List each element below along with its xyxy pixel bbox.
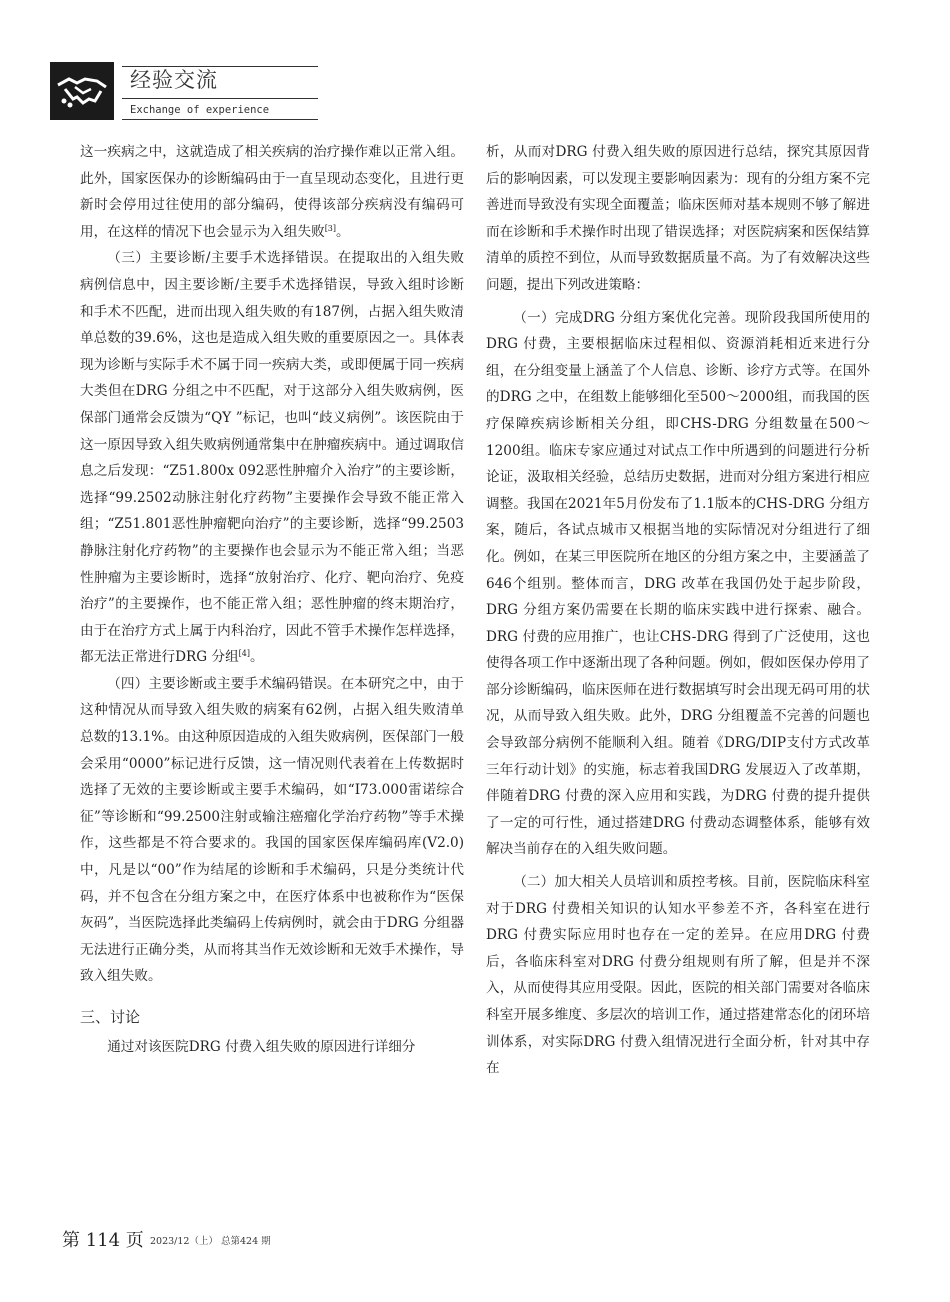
paragraph-section-3: （三）主要诊断/主要手术选择错误。在提取出的入组失败病例信息中，因主要诊断/主要手术选择错误，导致入组时诊断和手术不匹配，进而出现入组失败的有187例，占据入组失败清单总数的39.6%，这也是造成入组失败的重要原因之一。具体表现为诊断与实际手术不属于同一疾病大类，或即便属于同一疾病大类但在DRG 分组之中不匹配，对于这部分入组失败病例，医保部门通常会反馈为“QY ”标记，也叫“歧义病例”。该医院由于这一原因导致入组失败病例通常集中在肿瘤疾病中。通过调取信息之后发现：“Z51.800x 092恶性肿瘤介入治疗”的主要诊断，选择“99.2502动脉注射化疗药物”主要操作会导致不能正常入组；“Z51.801恶性肿瘤靶向治疗”的主要诊断，选择“99.2503静脉注射化疗药物”的主要操作也会显示为不能正常入组；当恶性肿瘤为主要诊断时，选择“放射治疗、化疗、靶向治疗、免疫治疗”的主要操作，也不能正常入组；恶性肿瘤的终末期治疗，由于在治疗方式上属于内科治疗，因此不管手术操作怎样选择，都无法正常进行DRG 分组[4]。	[80, 250, 464, 666]
citation-ref: [3]	[324, 223, 337, 233]
header-rule-middle	[122, 98, 318, 99]
page-footer	[62, 1226, 271, 1252]
section-heading-discussion: 三、讨论	[80, 1008, 141, 1026]
header-rule-bottom	[122, 119, 318, 120]
paragraph-strategy-2: （二）加大相关人员培训和质控考核。目前，医院临床科室对于DRG 付费相关知识的认知水平参差不齐，各科室在进行DRG 付费实际应用时也存在一定的差异。在应用DRG 付费后，各临床科室对DRG 付费分组规则有所了解，但是并不深入，从而使得其应用受限。因此，医院的相关部门需要对各临床科室开展多维度、多层次的培训工作，通过搭建常态化的闭环培训体系，对实际DRG 付费入组情况进行全面分析，针对其中存在	[486, 874, 870, 1077]
page-number: 第 114 页	[62, 1230, 144, 1251]
page-header	[50, 62, 280, 122]
section-header-title: 经验交流	[130, 68, 218, 92]
paragraph: 析，从而对DRG 付费入组失败的原因进行总结，探究其原因背后的影响因素，可以发现主要影响因素为：现有的分组方案不完善进而导致没有实现全面覆盖；临床医师对基本规则不够了解进而在诊断和手术操作时出现了错误选择；对医院病案和医保结算清单的质控不到位，从而导致数据质量不高。为了有效解决这些问题，提出下列改进策略：	[486, 144, 870, 293]
section-header-subtitle: Exchange of experience	[130, 104, 270, 116]
right-column	[486, 139, 870, 1082]
paragraph: 这一疾病之中，这就造成了相关疾病的治疗操作难以正常入组。此外，国家医保办的诊断编码由于一直呈现动态变化，且进行更新时会停用过往使用的部分编码，使得该部分疾病没有编码可用，在这样的情况下也会显示为入组失败[3]。	[80, 144, 464, 240]
paragraph-section-4: （四）主要诊断或主要手术编码错误。在本研究之中，由于这种情况从而导致入组失败的病案有62例，占据入组失败清单总数的13.1%。由这种原因造成的入组失败病例，医保部门一般会采用“0000”标记进行反馈，这一情况则代表着在上传数据时选择了无效的主要诊断或主要手术编码，如“I73.000雷诺综合征”等诊断和“99.2500注射或输注癌瘤化学治疗药物”等手术操作，这些都是不符合要求的。我国的国家医保库编码库(V2.0) 中，凡是以“00”作为结尾的诊断和手术编码，只是分类统计代码，并不包含在分组方案之中，在医疗体系中也被称作为“医保灰码”，当医院选择此类编码上传病例时，就会由于DRG 分组器无法进行正确分类，从而将其当作无效诊断和无效手术操作，导致入组失败。	[80, 675, 464, 985]
paragraph: 通过对该医院DRG 付费入组失败的原因进行详细分	[107, 1039, 416, 1055]
paragraph-strategy-1: （一）完成DRG 分组方案优化完善。现阶段我国所使用的DRG 付费，主要根据临床过程相似、资源消耗相近来进行分组，在分组变量上涵盖了个人信息、诊断、诊疗方式等。在国外的DRG 之中，在组数上能够细化至500～2000组，而我国的医疗保障疾病诊断相关分组，即CHS-DRG 分组数量在500～1200组。临床专家应通过对试点工作中所遇到的问题进行分析论证，汲取相关经验，总结历史数据，进而对分组方案进行相应调整。我国在2021年5月份发布了1.1版本的CHS-DRG 分组方案，随后，各试点城市又根据当地的实际情况对分组进行了细化。例如，在某三甲医院所在地区的分组方案之中，主要涵盖了646个组别。整体而言，DRG 改革在我国仍处于起步阶段，DRG 分组方案仍需要在长期的临床实践中进行探索、融合。DRG 付费的应用推广，也让CHS-DRG 得到了广泛使用，这也使得各项工作中逐渐出现了各种问题。例如，假如医保办停用了部分诊断编码，临床医师在进行数据填写时会出现无码可用的状况，从而导致入组失败。此外，DRG 分组覆盖不完善的问题也会导致部分病例不能顺利入组。随着《DRG/DIP支付方式改革三年行动计划》的实施，标志着我国DRG 发展迈入了改革期，伴随着DRG 付费的深入应用和实践，为DRG 付费的提升提供了一定的可行性，通过搭建DRG 付费动态调整体系，能够有效解决当前存在的入组失败问题。	[486, 309, 870, 858]
issue-info: 2023/12（上） 总第424 期	[150, 1236, 271, 1247]
left-column	[80, 139, 464, 1061]
citation-ref: [4]	[238, 649, 251, 659]
handshake-icon	[50, 62, 114, 120]
